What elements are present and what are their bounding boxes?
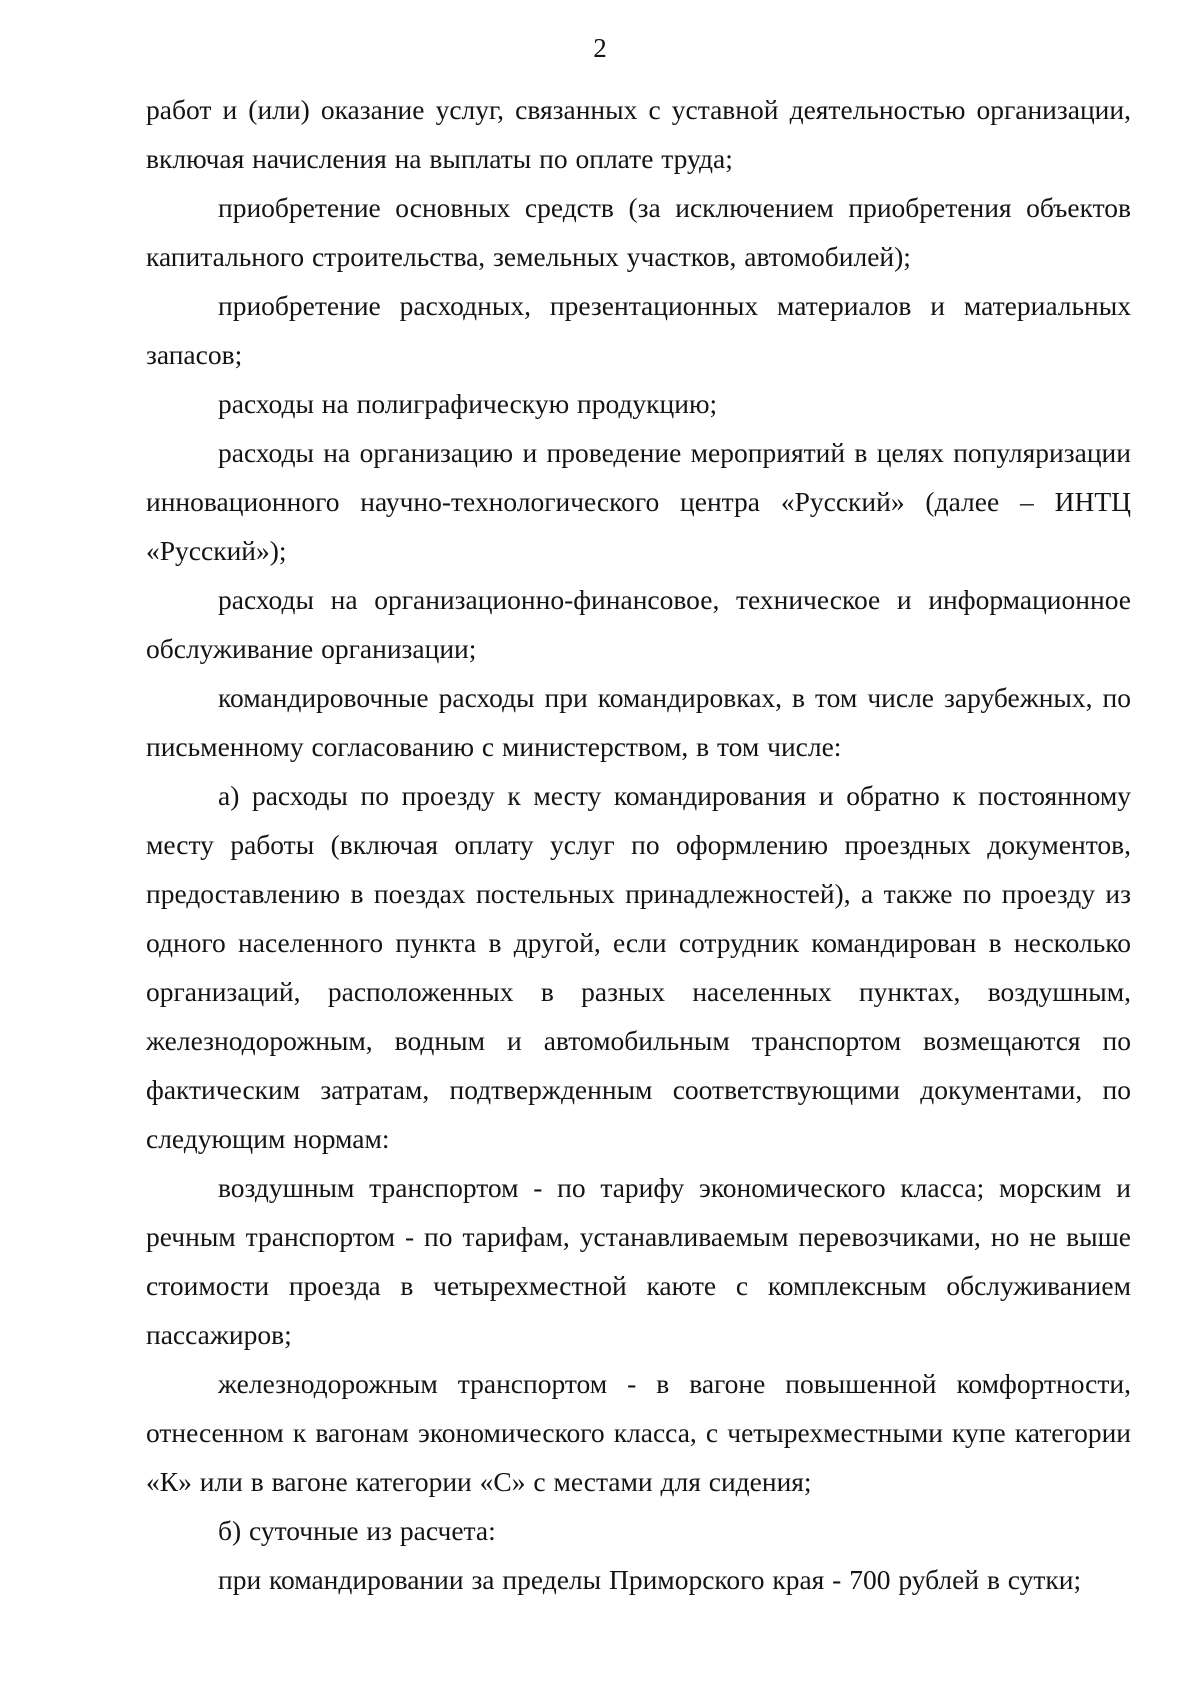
page-number: 2 bbox=[593, 33, 607, 63]
document-body bbox=[146, 85, 1131, 1604]
paragraph-printing: расходы на полиграфическую продукцию; bbox=[218, 388, 718, 419]
paragraph-materials: приобретение расходных, презентационных материалов и материальных запасов; bbox=[146, 290, 1131, 370]
paragraph-travel-a: а) расходы по проезду к месту командирования и обратно к постоянному месту работы (включая оплату услуг по оформлению проездных документов, предоставлению в поездах постельных принадлежностей), а также по проезду из одного населенного пункта в другой, если сотрудник командирован в несколько организаций, расположенных в разных населенных пунктах, воздушным, железнодорожным, водным и автомобильным транспортом возмещаются по фактическим затратам, подтвержденным соответствующими документами, по следующим нормам: bbox=[146, 780, 1131, 1154]
paragraph-services: расходы на организационно-финансовое, техническое и информационное обслуживание организации; bbox=[146, 584, 1131, 664]
paragraph-continuation: работ и (или) оказание услуг, связанных с уставной деятельностью организации, включая начисления на выплаты по оплате труда; bbox=[146, 94, 1131, 174]
paragraph-air-sea: воздушным транспортом - по тарифу экономического класса; морским и речным транспортом - по тарифам, устанавливаемым перевозчиками, но не выше стоимости проезда в четырехместной каюте с комплексным обслуживанием пассажиров; bbox=[146, 1172, 1131, 1350]
paragraph-travel: командировочные расходы при командировках, в том числе зарубежных, по письменному согласованию с министерством, в том числе: bbox=[146, 682, 1131, 762]
paragraph-per-diem-rate: при командировании за пределы Приморского края - 700 рублей в сутки; bbox=[218, 1564, 1082, 1595]
paragraph-fixed-assets: приобретение основных средств (за исключением приобретения объектов капитального строительства, земельных участков, автомобилей); bbox=[146, 192, 1131, 272]
paragraph-per-diem: б) суточные из расчета: bbox=[218, 1515, 496, 1546]
paragraph-events: расходы на организацию и проведение мероприятий в целях популяризации инновационного научно-технологического центра «Русский» (далее – ИНТЦ «Русский»); bbox=[146, 437, 1131, 566]
paragraph-rail: железнодорожным транспортом - в вагоне повышенной комфортности, отнесенном к вагонам экономического класса, с четырехместными купе категории «К» или в вагоне категории «С» с местами для сидения; bbox=[146, 1368, 1131, 1497]
